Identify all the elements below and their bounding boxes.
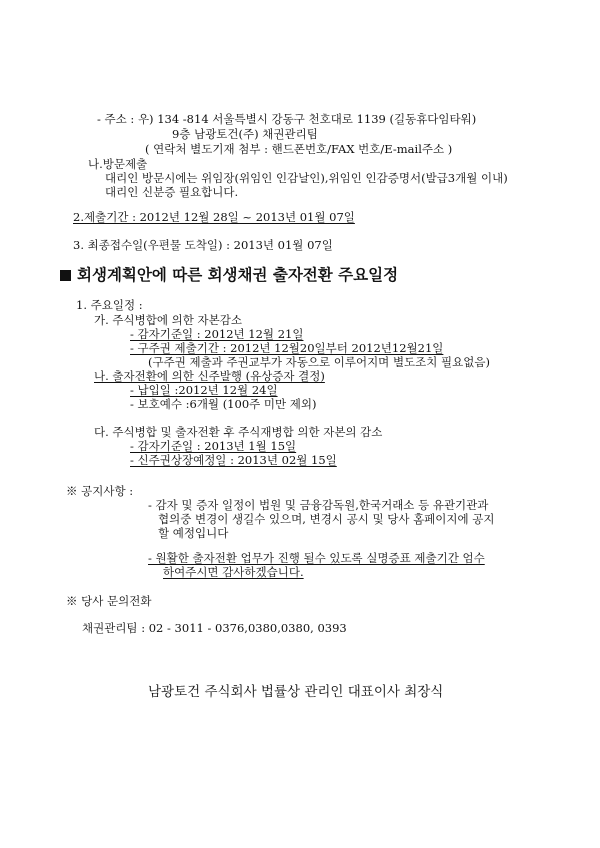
schedule-note: (구주권 제출과 주권교부가 자동으로 이루어지며 별도조치 필요없음) [148,355,490,369]
signature-line: 남광토건 주식회사 법률상 관리인 대표이사 최장식 [148,684,444,700]
visit-title: 나.방문제출 [88,157,148,171]
schedule-title: 1. 주요일정 : [76,298,143,312]
schedule-item: 다. 주식병합 및 출자전환 후 주식재병합 의한 자본의 감소 [94,425,383,439]
address-line: 9층 남광토건(주) 채권관리팀 [172,127,318,141]
final-receipt-date: 3. 최종접수일(우편물 도착일) : 2013년 01월 07일 [73,238,333,252]
schedule-detail: - 납입일 :2012년 12월 24일 [130,383,278,397]
schedule-item: 나. 출자전환에 의한 신주발행 (유상증자 결정) [94,369,325,383]
contact-phone: 채권관리팀 : 02 - 3011 - 0376,0380,0380, 0393 [82,621,347,635]
schedule-detail: - 감자기준일 : 2012년 12월 21일 [130,327,304,341]
notice-text: - 원활한 출자전환 업무가 진행 될수 있도록 실명증표 제출기간 엄수 [148,551,485,565]
schedule-detail: - 보호예수 :6개월 (100주 미만 제외) [130,397,317,411]
notice-text: 할 예정입니다 [158,526,229,540]
square-bullet-icon [60,270,71,281]
notice-text: - 감자 및 증자 일정이 법원 및 금융감독원,한국거래소 등 유관기관과 [148,498,489,512]
notice-text: 하여주시면 감사하겠습니다. [163,565,304,579]
schedule-item: 가. 주식병합에 의한 자본감소 [94,313,242,327]
section-title: 회생계획안에 따른 회생채권 출자전환 주요일정 [60,265,398,285]
notice-title: ※ 공지사항 : [66,484,134,498]
schedule-detail: - 신주권상장예정일 : 2013년 02월 15일 [130,453,337,467]
submission-period: 2.제출기간 : 2012년 12월 28일 ~ 2013년 01월 07일 [73,210,355,224]
contact-title: ※ 당사 문의전화 [66,594,152,608]
notice-text: 협의중 변경이 생길수 있으며, 변경시 공시 및 당사 홈페이지에 공지 [158,512,495,526]
contact-note: ( 연락처 별도기재 첨부 : 핸드폰번호/FAX 번호/E-mail주소 ) [145,142,453,156]
schedule-detail: - 감자기준일 : 2013년 1월 15일 [130,439,297,453]
address-line: - 주소 : 우) 134 -814 서울특별시 강동구 천호대로 1139 (길동휴다임타워) [97,112,477,126]
visit-text: 대리인 신분증 필요합니다. [105,185,239,199]
visit-text: 대리인 방문시에는 위임장(위임인 인감날인),위임인 인감증명서(발급3개월 이내) [105,171,508,185]
schedule-detail: - 구주권 제출기간 : 2012년 12월20일부터 2012년12월21일 [130,341,444,355]
